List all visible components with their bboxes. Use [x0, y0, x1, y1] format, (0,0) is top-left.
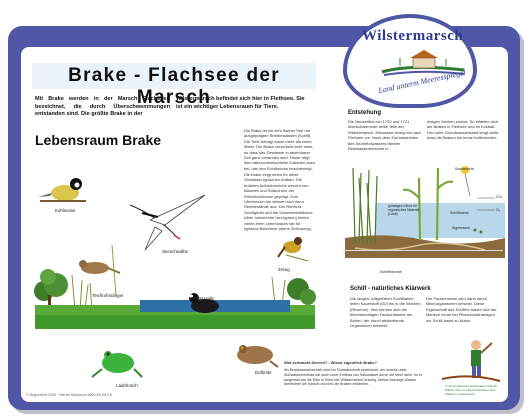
badge-title: Wilstermarsch — [362, 28, 464, 44]
footer-credits: © Begrünfeld 2005 · Werbe Studiosus 5660 E6 E6 E6 — [26, 393, 112, 397]
label-kohlmeise: Kohlmeise — [55, 208, 76, 213]
klaerwerk-col2: Der Faulschlamm wird dann durch Mikroorganismen zersetzt. Diese Eigenschaft des Schilfes macht sich der Mensch heute bei Pflanzenkläranlagen zur Schilf-basis zu Nutze. — [426, 296, 497, 323]
footnote-question: Wat schwackt Siereni? - Wieso eigentlich Brake? — [284, 360, 377, 365]
kohlmeise-illustration — [38, 178, 86, 201]
label-blesshuhn: Blässralle — [195, 296, 215, 301]
zone-baeume: Bäume / Sträucher — [37, 329, 55, 339]
klaerwerk-heading: Schilf - natürliches Klärwerk — [350, 286, 431, 292]
diagram-label-schilfhalme: Schilfhalme — [450, 211, 469, 215]
label-seeschwalbe: Seeschwalbe — [162, 249, 189, 254]
laubfrosch-illustration — [92, 351, 142, 377]
teichrohrsaenger-illustration — [79, 245, 120, 295]
zone-schwimmblatt: Schwimmblattzone — [118, 330, 152, 335]
diagram-label-algenrasen: Algenrasen — [452, 226, 471, 230]
diagram-label-co2: CO₂ — [496, 195, 503, 199]
zeisig-illustration — [278, 237, 308, 261]
diagram-label-abbau: günstiges Klima für organisches Material (Laub) — [388, 204, 420, 216]
diagram-label-sonnenlicht: Sonnenlicht — [455, 167, 474, 171]
entstehung-heading: Entstehung — [348, 110, 381, 116]
zone-roehricht: Röhricht (Schilfbestände) — [72, 329, 101, 339]
erdkroete-illustration — [237, 345, 278, 367]
label-zeisig: Zeisig — [278, 267, 290, 272]
trees-illustration — [34, 269, 316, 305]
intro-right: Wilstermarsch befindet sich hier in Flethsee. Sie ist ein wichtiger Lebensraum für Tiere. — [176, 96, 305, 110]
divider — [343, 250, 503, 251]
page-title: Brake - Flachsee der Marsch — [68, 65, 280, 108]
entstehung-col2: einigen Senken zurück. So bildeten sich die Braken in Flethsee und im Eckkati. Der hohe Grundwasserstand sorgt dafür, dass die Braken bis heute fortbestehen. — [427, 119, 500, 141]
lebensraum-text-2: Die Brake zeigt einen für diese Gewässer typischen Aufbau. Die buderen Außenbereiche werden von Bäumen und Sträuchern der Weichholzzaune geprägt. Zum Uferbereich hin dehnen sich dann Reetbestände aus. Der Röhricht-Schilfgürtel und die Schwimmblattzone (über Jahrzehnte hier typisch) bieten vielen ihren Lebensraum hat für typische Bewohner (siehe Zeichnung). — [244, 172, 313, 232]
entstehung-col1: Die Neuzeitflut von 1720 und 1721 überschwemmte weite Teile der Wilstermarsch. Elbwasser drang bis nach Flethsee vor. Nach dem Zurückweichen des Sturmflutwassers blieben Restwasserbereiche in — [348, 119, 422, 152]
lebensraum-heading: Lebensraum Brake — [35, 132, 162, 148]
label-teichrohrsaenger: Teichrohrsänger — [92, 293, 124, 298]
klaerwerk-col1: Die langen, luftgefüllten Schilfhalme leiten Sauerstoff (O2) bis in die Wurzeln (Rhizome). Hier können sich die lebenswichtigen Faulschlämme am Boden, der durch absterbende Organismen entsteht. — [350, 296, 421, 329]
seeschwalbe-illustration — [130, 195, 205, 250]
footnote-text: Als Brackwasserbereich wird ein Flussabschnitt bezeichnet, der sowohl unter Süßwassereinfluss wie auch unter Einfluss von Salzwasser durch die Meer steht. Ist er tangential wie die Elbe in Höhe der Wilstermarsch brackig. Dieses brackige Wasser überflutete die Marsch und ließ die Braken entstehen. — [284, 368, 423, 387]
label-erdkroete: Erdkröte — [255, 370, 272, 375]
diagram-label-o2: O₂ — [496, 208, 501, 212]
lebensraum-text-1: Die Brake ist ein sehr flacher See mit ausgeprägten Reetbeständen (Schilf). Die Tiefe beträgt kaum mehr als einen Meter. Die Brake verschlickt sehr stark, so dass das Gewässer in absehbarer Zeit ganz verlanden wird. Heute trägt das naturschutzfachliche Zutrauen dazu bei, das den Schilfwuchs beschleunigt. — [244, 128, 315, 171]
schilf-diagram — [345, 158, 505, 258]
diagram-label-wurzeln: Schilfrhizome — [380, 270, 402, 274]
badge-subtitle: Land unterm Meeresspiegel — [377, 67, 467, 96]
farmer-illustration — [440, 335, 502, 387]
habitat-illustration — [30, 165, 320, 390]
intro-left: Mit Brake werden in der Marsch Flachseen bezeichnet, die durch Überschwemmungen entstanden sind. Die größte Brake in der — [35, 96, 170, 118]
label-laubfrosch: Laubfrosch — [116, 383, 138, 388]
sponsor-text: In der Kinderwelt Landschaften Marsch Wilster Infos zu Naturerlebnissen und Stationen Lebensraum — [445, 384, 498, 396]
